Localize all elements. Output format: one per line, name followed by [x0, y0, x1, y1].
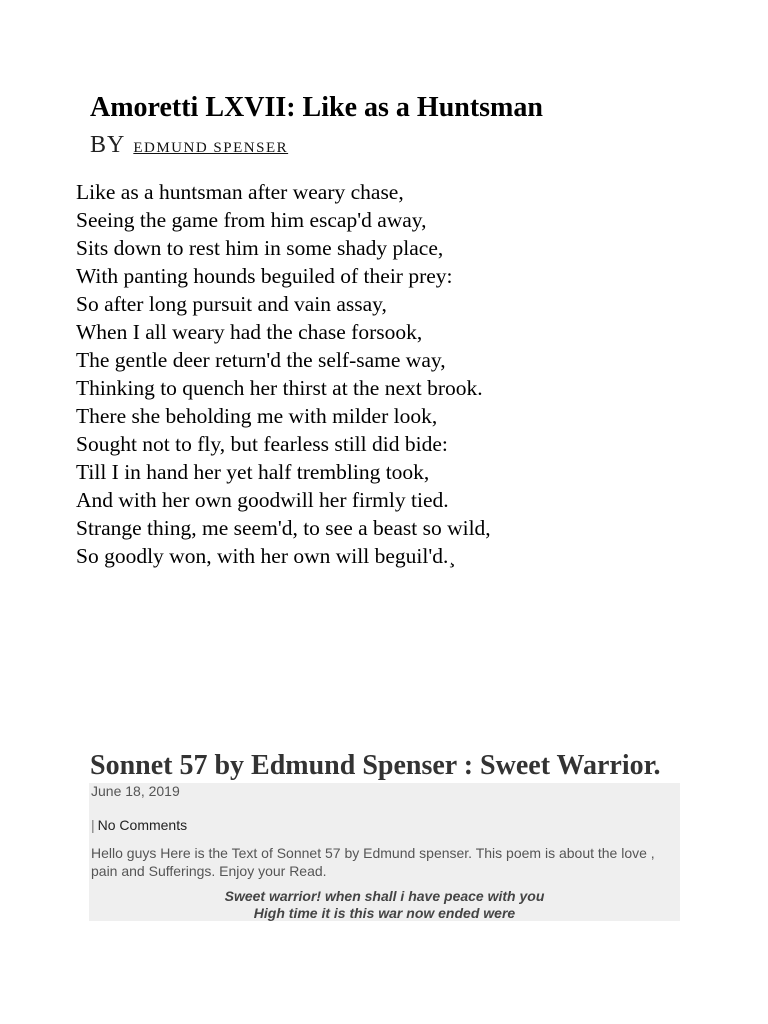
- poem-line: When I all weary had the chase forsook,: [76, 320, 423, 344]
- post-intro: Hello guys Here is the Text of Sonnet 57 by Edmund spenser. This poem is about the love , pain and Sufferings. Enjoy your Read.: [91, 845, 655, 879]
- poem-line: So after long pursuit and vain assay,: [76, 292, 387, 316]
- poem-line: Sits down to rest him in some shady place,: [76, 236, 444, 260]
- verse-line: Sweet warrior! when shall i have peace with you: [224, 888, 545, 904]
- poem-title: Amoretti LXVII: Like as a Huntsman: [90, 92, 543, 123]
- meta-separator: |: [91, 817, 95, 833]
- post-title[interactable]: Sonnet 57 by Edmund Spenser : Sweet Warrior.: [90, 750, 661, 781]
- poem-line: Sought not to fly, but fearless still did bide:: [76, 432, 448, 456]
- comments-link[interactable]: No Comments: [97, 817, 188, 833]
- verse-line: High time it is this war now ended were: [253, 905, 516, 921]
- poem-line: Like as a huntsman after weary chase,: [76, 180, 404, 204]
- author-link[interactable]: EDMUND SPENSER: [133, 140, 289, 156]
- poem-line: There she beholding me with milder look,: [76, 404, 438, 428]
- poem-line: With panting hounds beguiled of their prey:: [76, 264, 453, 288]
- by-label: BY: [90, 132, 126, 158]
- poem-line: And with her own goodwill her firmly tied.: [76, 488, 449, 512]
- post-date: June 18, 2019: [91, 783, 180, 799]
- poem-line: The gentle deer return'd the self-same way,: [76, 348, 446, 372]
- poem-body: [76, 178, 491, 570]
- post-content-box: [89, 783, 680, 921]
- byline: [90, 132, 288, 159]
- poem-line: Seeing the game from him escap'd away,: [76, 208, 427, 232]
- poem-line: Strange thing, me seem'd, to see a beast so wild,: [76, 516, 491, 540]
- poem-line: Thinking to quench her thirst at the next brook.: [76, 376, 483, 400]
- poem-line: So goodly won, with her own will beguil'd.¸: [76, 544, 456, 568]
- post-verse: [89, 888, 680, 922]
- post-meta: [91, 817, 187, 833]
- poem-line: Till I in hand her yet half trembling took,: [76, 460, 430, 484]
